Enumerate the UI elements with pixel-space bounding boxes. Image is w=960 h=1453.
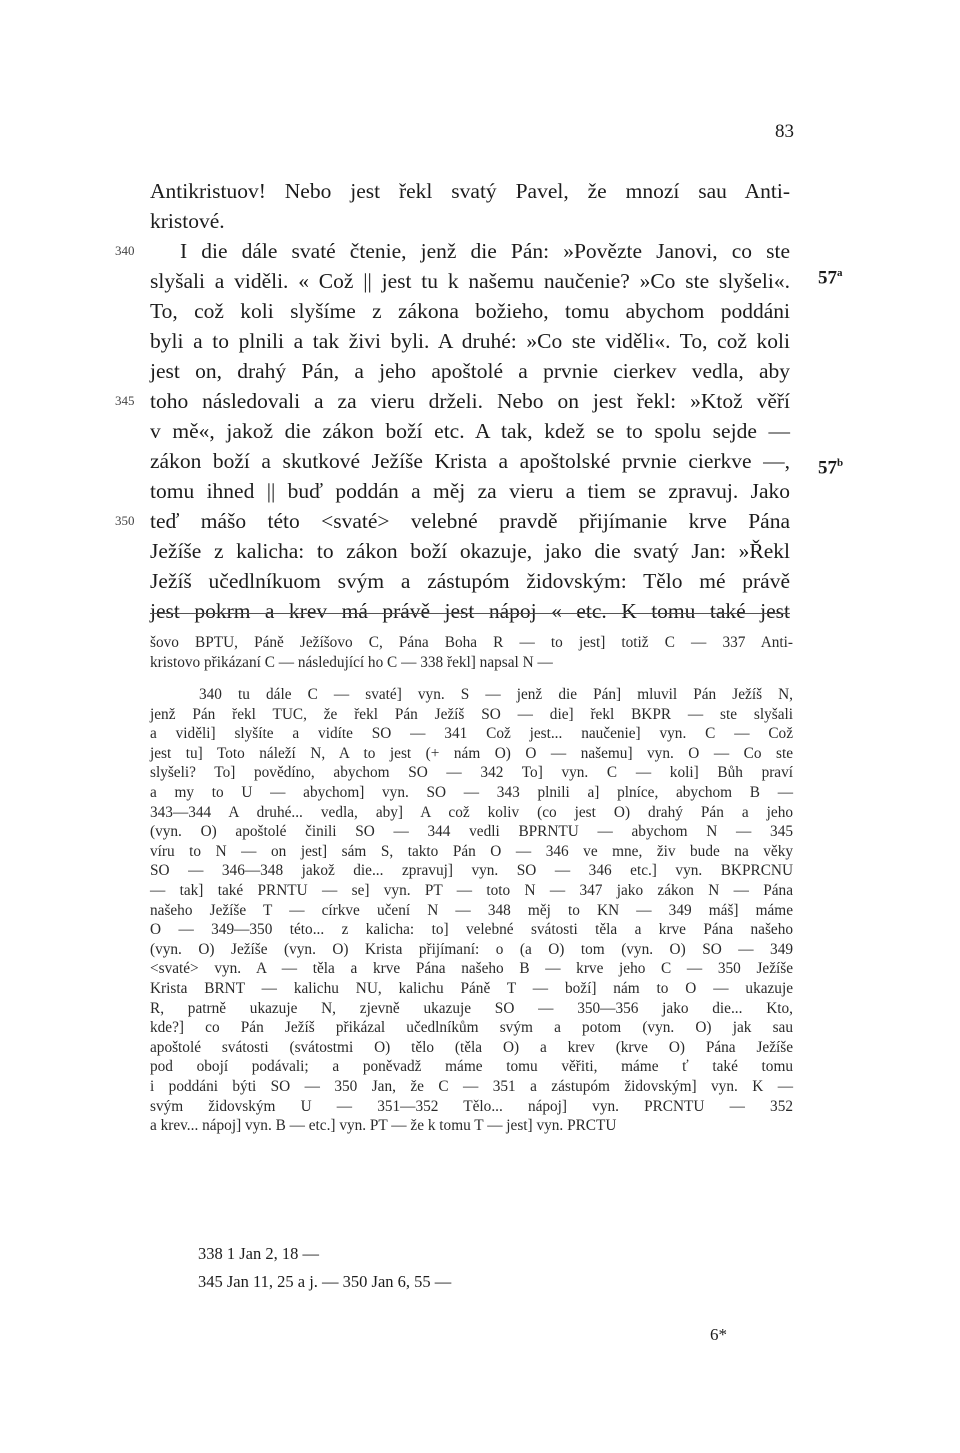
line-number: 345: [115, 393, 135, 408]
folio-note: 57$^b$: [818, 457, 844, 479]
text-line: Ježíš učedlníkuom svým a zástupóm židovským: Tělo mé právě: [150, 569, 790, 593]
apparatus-line: SO — 346—348 jakož die... zpravuj] vyn. SO — 346 etc.] vyn. BKPRCNU: [150, 862, 793, 880]
text-line: byli a to plnili a tak živi byli. A druhé: »Co ste viděli«. To, což koli: [150, 329, 790, 353]
apparatus-line: Krista BRNT — kalichu NU, kalichu Páně T — boží] nám to O — ukazuje: [150, 980, 793, 997]
text-line: teď mášo této <svaté> velebné pravdě přijímanie krve Pána: [150, 509, 790, 533]
biblical-references: [198, 1240, 451, 1296]
apparatus-line: slyšeli? To] povědíno, abychom SO — 342 To] vyn. C — koli] Bůh praví: [150, 764, 793, 782]
apparatus-line: svým židovským U — 351—352 Tělo... nápoj] vyn. PRCNTU — 352: [150, 1097, 793, 1115]
text-line: To, což koli slyšíme z zákona božieho, tomu abychom poddáni: [150, 299, 790, 323]
apparatus-line: 340 tu dále C — svaté] vyn. S — jenž die Pán] mluvil Pán Ježíš N,: [199, 686, 793, 703]
apparatus-line: 343—344 A druhé... vedla, aby] A což koliv (co jest O) drahý Pán a jeho: [150, 803, 793, 821]
apparatus-line: jenž Pán řekl TUC, že řekl Pán Ježíš SO — die] řekl BKPR — ste slyšali: [150, 705, 793, 723]
apparatus-line: pod obojí podávali; a poněvadž máme tomu věřiti, máme ť také tomu: [150, 1058, 793, 1076]
text-line: slyšali a viděli. « Což || jest tu k našemu naučenie? »Co ste slyšeli«.: [150, 269, 790, 293]
apparatus-line: (vyn. O) Ježíše (vyn. O) Krista přijímaní: o (a O) tom (vyn. O) SO — 349: [150, 940, 793, 958]
apparatus-line: a viděli] slyšíte a vidíte SO — 341 Což jest... naučenie] vyn. C — Což: [150, 725, 793, 743]
text-line: toho následovali a za vieru drželi. Nebo on jest řekl: »Ktož věří: [150, 389, 790, 413]
page-number: 83: [775, 121, 794, 142]
footnote-divider: [150, 613, 790, 614]
apparatus-line: a krev... nápoj] vyn. B — etc.] vyn. PT — že k tomu T — jest] vyn. PRCTU: [150, 1117, 617, 1135]
text-line: v mě«, jakož die zákon boží etc. A tak, kdež se to spolu sejde —: [150, 419, 790, 443]
apparatus-line: R, patrně ukazuje N, zjevně ukazuje SO — 350—356 jako die... Kto,: [150, 999, 793, 1017]
text-line: tomu ihned || buď poddán a měj za vieru a tiem se zpravuj. Jako: [150, 479, 790, 503]
line-number: 350: [115, 513, 135, 528]
apparatus-line: apoštolé svátosti (svátostmi O) tělo (těla O) a krev (krve O) Pána Ježíše: [150, 1038, 793, 1056]
apparatus-line: (vyn. O) apoštolé činili SO — 344 vedli BPRNTU — abychom N — 345: [150, 823, 793, 841]
apparatus-line: O — 349—350 této... z kalicha: to] velebné svátosti těla a krve Pána našeho: [150, 921, 793, 939]
apparatus-line: našeho Ježíše T — církve učení N — 348 měj to KN — 349 máš] máme: [150, 901, 793, 919]
apparatus-line: i poddáni býti SO — 350 Jan, že C — 351 a zástupóm židovským] vyn. K —: [150, 1078, 793, 1095]
reference-line: 338 1 Jan 2, 18 —: [198, 1244, 319, 1263]
text-line: Ježíše z kalicha: to zákon boží okazuje, jako die svatý Jan: »Řekl: [150, 539, 790, 563]
apparatus-line: jest tu] Toto náleží N, A to jest (+ nám O) O — našemu] vyn. O — Co ste: [150, 744, 793, 762]
line-number: 340: [115, 243, 135, 258]
apparatus-line: víru to N — on jest] sám S, takto Pán O — 346 ve mne, živ bude na věky: [150, 842, 793, 860]
apparatus-line: šovo BPTU, Páně Ježíšovo C, Pána Boha R — to jest] totiž C — 337 Anti-: [150, 634, 793, 651]
apparatus-line: kde?] co Pán Ježíš přikázal učedlníkům svým a potom (vyn. O) jak sau: [150, 1019, 793, 1037]
apparatus-line: — tak] také PRNTU — se] vyn. PT — toto N — 347 jako zákon N — Pána: [150, 882, 793, 899]
text-line: jest on, drahý Pán, a jeho apoštolé a prvnie cierkev vedla, aby: [150, 359, 790, 383]
apparatus-line: kristovo přikázaní C — následující ho C — 338 řekl] napsal N —: [150, 653, 553, 671]
folio-note: 57$^a$: [818, 267, 843, 289]
sheet-signature: 6*: [710, 1325, 727, 1344]
text-line: I die dále svaté čtenie, jenž die Pán: »Povězte Janovi, co ste: [180, 239, 790, 263]
text-line: Antikristuov! Nebo jest řekl svatý Pavel, že mnozí sau Anti-: [150, 179, 790, 203]
text-line: zákon boží a skutkové Ježíše Krista a apoštolské prvnie cierkve —,: [150, 449, 790, 473]
apparatus-line: <svaté> vyn. A — těla a krve Pána našeho B — krve jeho C — 350 Ježíše: [150, 960, 793, 978]
text-line: kristové.: [150, 209, 225, 233]
reference-line: 345 Jan 11, 25 a j. — 350 Jan 6, 55 —: [198, 1272, 452, 1291]
apparatus-line: a my to U — abychom] vyn. SO — 343 plnili a] plníce, abychom B —: [150, 784, 793, 801]
text-line: jest pokrm a krev má právě jest nápoj « etc. K tomu také jest: [150, 599, 790, 623]
